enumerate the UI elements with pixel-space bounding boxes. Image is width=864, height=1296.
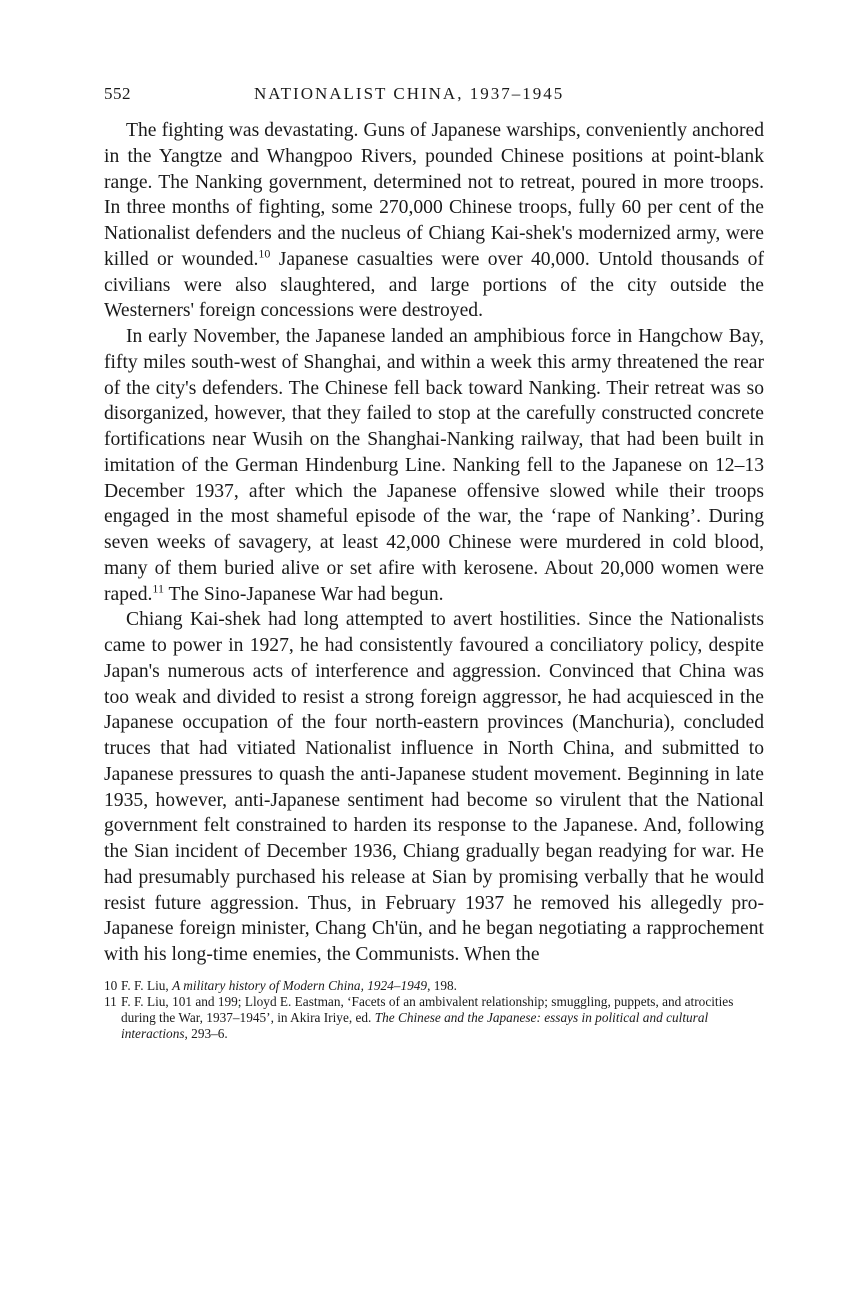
book-page (104, 84, 764, 1042)
footnote-text: F. F. Liu, (121, 977, 173, 993)
paragraph-text: The Sino-Japanese War had begun. (163, 583, 444, 605)
body-text (104, 118, 764, 968)
paragraph-text: In early November, the Japanese landed an amphibious force in Hangchow Bay, fifty miles south-west of Shanghai, and within a week this army threatened the rear of the city's defenders. The Chinese fell back toward Nanking. Their retreat was so disorganized, however, that they failed to stop at the carefully constructed concrete fortifications near Wusih on the Shanghai-Nanking railway, that had been built in imitation of the German Hindenburg Line. Nanking fell to the Japanese on 12–13 December 1937, after which the Japanese offensive slowed while their troops engaged in the most shameful episode of the war, the ‘rape of Nanking’. During seven weeks of savagery, at least 42,000 Chinese were murdered in cold blood, many of them buried alive or set afire with kerosene. About 20,000 women were raped. (104, 326, 764, 605)
running-title: NATIONALIST CHINA, 1937–1945 (254, 84, 565, 103)
footnotes (104, 978, 764, 1042)
footnote-number: 11 (104, 993, 117, 1009)
footnote-reference: 10 (258, 246, 271, 261)
footnote-text: , 293–6. (184, 1025, 228, 1041)
paragraph (104, 118, 764, 324)
footnote-reference: 11 (152, 580, 164, 595)
footnote-text: F. F. Liu, 101 and 199; Lloyd E. Eastman, ‘Facets of an ambivalent relationship; smuggling, puppets, and atrocities during the War, 1937–1945’, in Akira Iriye, ed. (121, 993, 734, 1025)
footnote-text: , 198. (427, 977, 457, 993)
page-header (104, 84, 764, 118)
footnote (104, 994, 764, 1042)
footnote-title: A military history of Modern China, 1924–1949 (172, 977, 428, 993)
page-number: 552 (104, 84, 131, 103)
paragraph-text: Japanese casualties were over 40,000. Untold thousands of civilians were also slaughtered, and large portions of the city outside the Westerners' foreign concessions were destroyed. (104, 248, 764, 322)
paragraph-text: The fighting was devastating. Guns of Japanese warships, conveniently anchored in the Yangtze and Whangpoo Rivers, pounded Chinese positions at point-blank range. The Nanking government, determined not to retreat, poured in more troops. In three months of fighting, some 270,000 Chinese troops, fully 60 per cent of the Nationalist defenders and the nucleus of Chiang Kai-shek's modernized army, were killed or wounded. (104, 120, 764, 270)
footnote-number: 10 (104, 977, 118, 993)
footnote-title: The Chinese and the Japanese: essays in political and cultural interactions (121, 1009, 709, 1041)
footnote (104, 978, 764, 994)
paragraph-text: Chiang Kai-shek had long attempted to avert hostilities. Since the Nationalists came to power in 1927, he had consistently favoured a conciliatory policy, despite Japan's numerous acts of interference and aggression. Convinced that China was too weak and divided to resist a strong foreign aggressor, he had acquiesced in the Japanese occupation of the four north-eastern provinces (Manchuria), concluded truces that had vitiated Nationalist influence in North China, and submitted to Japanese pressures to quash the anti-Japanese student movement. Beginning in late 1935, however, anti-Japanese sentiment had become so virulent that the National government felt constrained to harden its response to the Japanese. And, following the Sian incident of December 1936, Chiang gradually began readying for war. He had presumably purchased his release at Sian by promising verbally that he would resist future aggression. Thus, in February 1937 he removed his allegedly pro-Japanese foreign minister, Chang Ch'ün, and he began negotiating a rapprochement with his long-time enemies, the Communists. When the (104, 609, 764, 965)
paragraph (104, 607, 764, 968)
paragraph (104, 324, 764, 607)
